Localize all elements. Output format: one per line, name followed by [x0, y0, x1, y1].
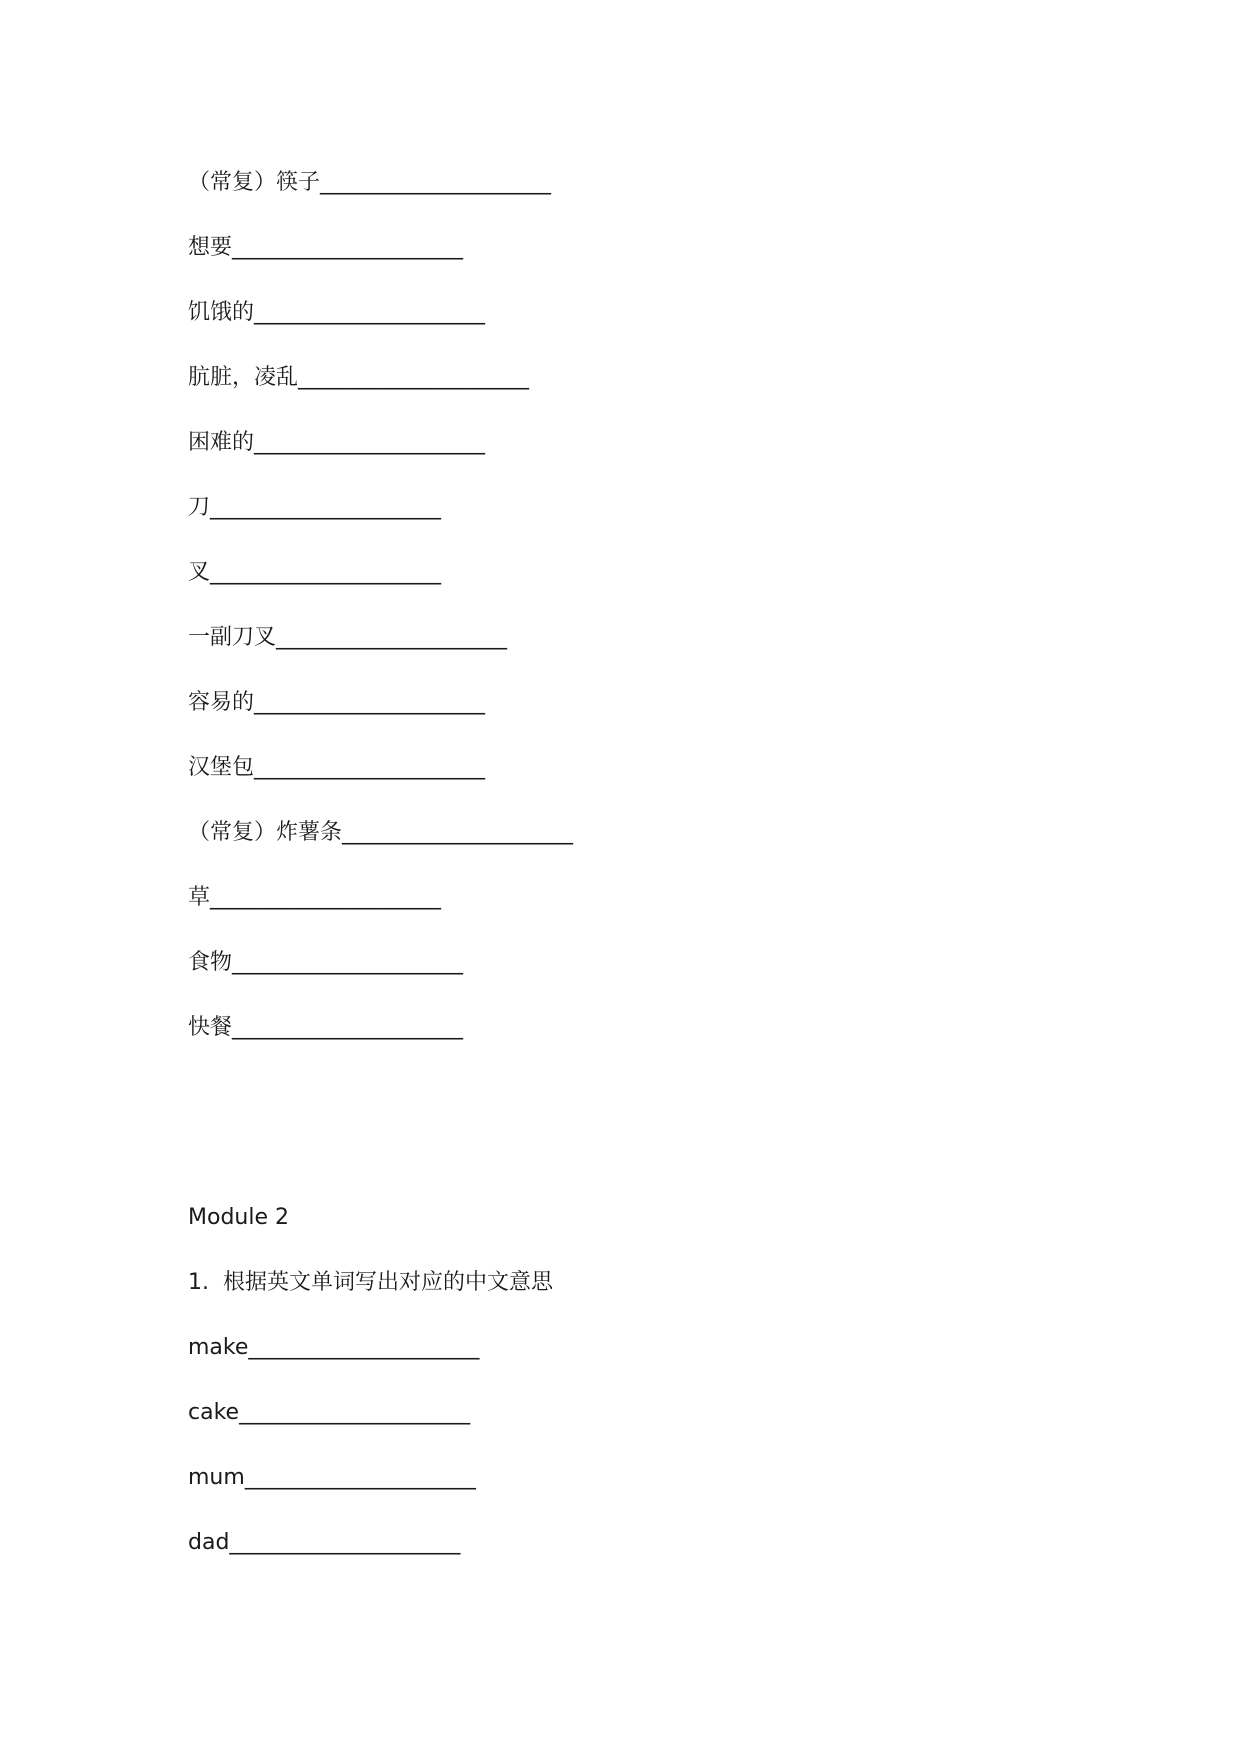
vocab-item	[188, 298, 485, 328]
answer-blank: _____________________	[244, 1465, 476, 1490]
vocab-item	[188, 1013, 463, 1043]
vocab-item	[188, 1528, 460, 1558]
answer-blank: _____________________	[254, 690, 486, 715]
vocab-item	[188, 753, 485, 783]
vocab-item	[188, 948, 463, 978]
item-label: 一副刀叉	[188, 625, 277, 650]
item-label: mum	[188, 1465, 245, 1490]
answer-blank: _____________________	[210, 885, 442, 910]
answer-blank: _____________________	[239, 1400, 471, 1425]
answer-blank: _____________________	[210, 560, 442, 585]
answer-blank: _____________________	[232, 1015, 464, 1040]
vocab-item	[188, 1398, 470, 1428]
vocab-item	[188, 233, 463, 263]
item-label: 肮脏，凌乱	[188, 365, 299, 390]
answer-blank: _____________________	[254, 430, 486, 455]
item-label: dad	[188, 1530, 230, 1555]
vocab-item	[188, 1333, 479, 1363]
answer-blank: _____________________	[276, 625, 508, 650]
item-label: 刀	[188, 495, 211, 520]
item-label: 容易的	[188, 690, 255, 715]
item-label: （常复）筷子	[188, 170, 321, 195]
answer-blank: _____________________	[232, 235, 464, 260]
item-label: 草	[188, 885, 211, 910]
item-label: cake	[188, 1400, 240, 1425]
vocab-item	[188, 558, 441, 588]
item-label: 汉堡包	[188, 755, 255, 780]
answer-blank: _____________________	[254, 755, 486, 780]
vocab-item	[188, 363, 529, 393]
answer-blank: _____________________	[254, 300, 486, 325]
vocab-item	[188, 1463, 476, 1493]
answer-blank: _____________________	[210, 495, 442, 520]
answer-blank: _____________________	[229, 1530, 461, 1555]
item-label: 想要	[188, 235, 233, 260]
module-title: Module 2	[188, 1205, 289, 1230]
item-label: （常复）炸薯条	[188, 820, 343, 845]
answer-blank: _____________________	[248, 1335, 480, 1360]
answer-blank: _____________________	[320, 170, 552, 195]
item-label: make	[188, 1335, 249, 1360]
vocab-item	[188, 818, 573, 848]
vocab-item	[188, 623, 507, 653]
answer-blank: _____________________	[342, 820, 574, 845]
item-label: 困难的	[188, 430, 255, 455]
vocab-item	[188, 493, 441, 523]
vocab-item	[188, 168, 551, 198]
item-label: 快餐	[188, 1015, 233, 1040]
vocab-item	[188, 428, 485, 458]
vocab-item	[188, 688, 485, 718]
exercise-instruction: 1. 根据英文单词写出对应的中文意思	[188, 1270, 553, 1295]
answer-blank: _____________________	[232, 950, 464, 975]
answer-blank: _____________________	[298, 365, 530, 390]
item-label: 食物	[188, 950, 233, 975]
item-label: 叉	[188, 560, 211, 585]
vocab-item	[188, 883, 441, 913]
item-label: 饥饿的	[188, 300, 255, 325]
